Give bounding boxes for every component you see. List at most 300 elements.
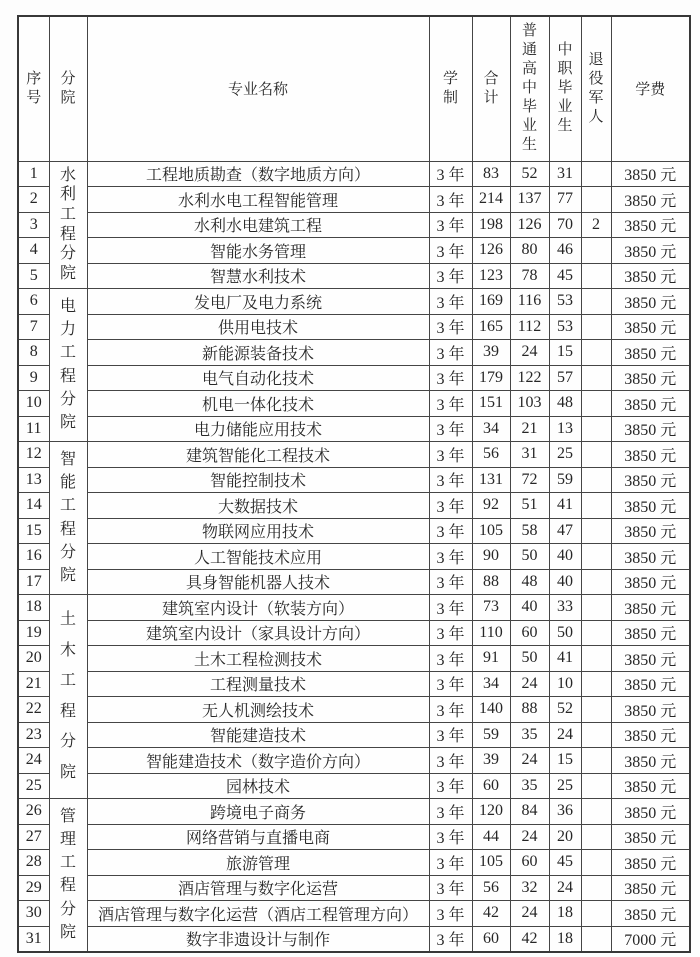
table-row <box>18 901 690 927</box>
cell-veteran <box>581 518 611 544</box>
cell-regular-hs: 58 <box>510 518 549 544</box>
cell-veteran <box>581 875 611 901</box>
cell-regular-hs: 21 <box>510 416 549 442</box>
cell-fee: 3850 元 <box>611 824 690 850</box>
cell-fee: 3850 元 <box>611 773 690 799</box>
table-row <box>18 161 690 187</box>
cell-duration: 3 年 <box>429 238 472 264</box>
cell-voc-grad: 53 <box>549 289 581 315</box>
table-row <box>18 544 690 570</box>
table-row <box>18 748 690 774</box>
group-cell <box>49 161 87 289</box>
cell-total: 120 <box>472 799 510 825</box>
cell-duration: 3 年 <box>429 467 472 493</box>
cell-regular-hs: 42 <box>510 926 549 952</box>
table-row <box>18 340 690 366</box>
col-header-group <box>49 16 87 161</box>
cell-voc-grad: 45 <box>549 850 581 876</box>
cell-veteran <box>581 314 611 340</box>
cell-veteran <box>581 773 611 799</box>
cell-regular-hs: 24 <box>510 824 549 850</box>
cell-duration: 3 年 <box>429 671 472 697</box>
cell-fee: 3850 元 <box>611 850 690 876</box>
cell-duration: 3 年 <box>429 212 472 238</box>
cell-regular-hs: 137 <box>510 187 549 213</box>
cell-veteran <box>581 263 611 289</box>
col-header-voc_grad <box>549 16 581 161</box>
group-cell <box>49 289 87 442</box>
cell-regular-hs: 35 <box>510 722 549 748</box>
col-header-total <box>472 16 510 161</box>
cell-major: 水利水电工程智能管理 <box>87 187 429 213</box>
cell-voc-grad: 15 <box>549 748 581 774</box>
cell-total: 42 <box>472 901 510 927</box>
cell-major: 机电一体化技术 <box>87 391 429 417</box>
cell-major: 物联网应用技术 <box>87 518 429 544</box>
cell-veteran <box>581 850 611 876</box>
table-row <box>18 263 690 289</box>
cell-regular-hs: 112 <box>510 314 549 340</box>
table-row <box>18 569 690 595</box>
vertical-char: 生 <box>521 137 537 154</box>
cell-major: 大数据技术 <box>87 493 429 519</box>
cell-fee: 3850 元 <box>611 697 690 723</box>
cell-duration: 3 年 <box>429 263 472 289</box>
cell-duration: 3 年 <box>429 901 472 927</box>
cell-total: 165 <box>472 314 510 340</box>
vertical-char: 工 <box>59 854 76 872</box>
cell-fee: 3850 元 <box>611 365 690 391</box>
cell-fee: 3850 元 <box>611 314 690 340</box>
cell-duration: 3 年 <box>429 493 472 519</box>
vertical-char: 院 <box>59 414 76 432</box>
cell-voc-grad: 33 <box>549 595 581 621</box>
table-row <box>18 391 690 417</box>
vertical-char: 分 <box>59 245 76 263</box>
cell-serial: 11 <box>18 416 49 442</box>
cell-voc-grad: 45 <box>549 263 581 289</box>
vertical-char: 程 <box>59 520 76 538</box>
cell-major: 工程地质勘查（数字地质方向） <box>87 161 429 187</box>
table-row <box>18 442 690 468</box>
cell-fee: 3850 元 <box>611 595 690 621</box>
cell-serial: 3 <box>18 212 49 238</box>
cell-fee: 7000 元 <box>611 926 690 952</box>
group-cell <box>49 595 87 799</box>
cell-fee: 3850 元 <box>611 646 690 672</box>
cell-major: 电力储能应用技术 <box>87 416 429 442</box>
table-row <box>18 773 690 799</box>
table-row <box>18 314 690 340</box>
vertical-char: 制 <box>442 89 458 106</box>
table-row <box>18 467 690 493</box>
table-row <box>18 850 690 876</box>
cell-regular-hs: 51 <box>510 493 549 519</box>
cell-voc-grad: 18 <box>549 901 581 927</box>
cell-serial: 6 <box>18 289 49 315</box>
vertical-char: 号 <box>26 89 42 106</box>
cell-total: 73 <box>472 595 510 621</box>
cell-major: 新能源装备技术 <box>87 340 429 366</box>
cell-total: 91 <box>472 646 510 672</box>
cell-regular-hs: 122 <box>510 365 549 391</box>
cell-duration: 3 年 <box>429 646 472 672</box>
cell-veteran <box>581 365 611 391</box>
vertical-char: 计 <box>483 89 499 106</box>
cell-duration: 3 年 <box>429 595 472 621</box>
vertical-char: 通 <box>521 42 537 59</box>
vertical-char: 中 <box>557 42 573 59</box>
enrollment-plan-table <box>17 15 691 953</box>
cell-regular-hs: 60 <box>510 620 549 646</box>
cell-major: 建筑智能化工程技术 <box>87 442 429 468</box>
cell-regular-hs: 72 <box>510 467 549 493</box>
cell-serial: 4 <box>18 238 49 264</box>
table-row <box>18 824 690 850</box>
cell-serial: 9 <box>18 365 49 391</box>
cell-duration: 3 年 <box>429 416 472 442</box>
table-row <box>18 671 690 697</box>
cell-veteran <box>581 646 611 672</box>
cell-major: 网络营销与直播电商 <box>87 824 429 850</box>
cell-serial: 26 <box>18 799 49 825</box>
cell-major: 无人机测绘技术 <box>87 697 429 723</box>
vertical-char: 工 <box>59 672 76 690</box>
cell-voc-grad: 41 <box>549 493 581 519</box>
cell-major: 酒店管理与数字化运营（酒店工程管理方向） <box>87 901 429 927</box>
cell-serial: 20 <box>18 646 49 672</box>
vertical-char: 水 <box>59 166 76 184</box>
cell-total: 34 <box>472 416 510 442</box>
vertical-char: 程 <box>59 877 76 895</box>
table-row <box>18 926 690 952</box>
cell-voc-grad: 13 <box>549 416 581 442</box>
cell-serial: 19 <box>18 620 49 646</box>
cell-major: 电气自动化技术 <box>87 365 429 391</box>
cell-fee: 3850 元 <box>611 416 690 442</box>
cell-serial: 8 <box>18 340 49 366</box>
cell-duration: 3 年 <box>429 289 472 315</box>
cell-veteran <box>581 340 611 366</box>
cell-total: 39 <box>472 340 510 366</box>
group-cell <box>49 799 87 952</box>
cell-major: 园林技术 <box>87 773 429 799</box>
vertical-char: 程 <box>59 225 76 243</box>
vertical-char: 能 <box>59 474 76 492</box>
cell-fee: 3850 元 <box>611 671 690 697</box>
cell-serial: 28 <box>18 850 49 876</box>
cell-fee: 3850 元 <box>611 748 690 774</box>
cell-regular-hs: 50 <box>510 544 549 570</box>
vertical-char: 业 <box>521 118 537 135</box>
cell-duration: 3 年 <box>429 187 472 213</box>
cell-regular-hs: 50 <box>510 646 549 672</box>
cell-serial: 29 <box>18 875 49 901</box>
cell-fee: 3850 元 <box>611 187 690 213</box>
col-header-fee: 学费 <box>611 16 690 161</box>
cell-major: 土木工程检测技术 <box>87 646 429 672</box>
cell-total: 39 <box>472 748 510 774</box>
vertical-char: 力 <box>59 321 76 339</box>
table-row <box>18 620 690 646</box>
cell-fee: 3850 元 <box>611 493 690 519</box>
vertical-char: 工 <box>59 497 76 515</box>
cell-major: 智能建造技术 <box>87 722 429 748</box>
cell-major: 具身智能机器人技术 <box>87 569 429 595</box>
vertical-char: 序 <box>26 70 42 87</box>
vertical-char: 木 <box>59 641 76 659</box>
cell-duration: 3 年 <box>429 161 472 187</box>
cell-fee: 3850 元 <box>611 289 690 315</box>
vertical-char: 合 <box>483 70 499 87</box>
cell-major: 智能水务管理 <box>87 238 429 264</box>
cell-voc-grad: 24 <box>549 722 581 748</box>
cell-total: 198 <box>472 212 510 238</box>
cell-veteran <box>581 901 611 927</box>
vertical-char: 职 <box>557 61 573 78</box>
vertical-char: 中 <box>521 80 537 97</box>
vertical-char: 分 <box>59 543 76 561</box>
cell-major: 供用电技术 <box>87 314 429 340</box>
cell-regular-hs: 48 <box>510 569 549 595</box>
cell-veteran <box>581 722 611 748</box>
cell-major: 旅游管理 <box>87 850 429 876</box>
cell-veteran <box>581 161 611 187</box>
table-row <box>18 238 690 264</box>
cell-veteran <box>581 289 611 315</box>
cell-veteran <box>581 467 611 493</box>
cell-regular-hs: 52 <box>510 161 549 187</box>
cell-veteran <box>581 824 611 850</box>
vertical-char: 生 <box>557 118 573 135</box>
col-header-no <box>18 16 49 161</box>
cell-duration: 3 年 <box>429 544 472 570</box>
cell-serial: 1 <box>18 161 49 187</box>
vertical-char: 毕 <box>557 80 573 97</box>
cell-veteran <box>581 748 611 774</box>
cell-regular-hs: 40 <box>510 595 549 621</box>
cell-serial: 30 <box>18 901 49 927</box>
cell-voc-grad: 36 <box>549 799 581 825</box>
cell-major: 智慧水利技术 <box>87 263 429 289</box>
cell-serial: 13 <box>18 467 49 493</box>
cell-fee: 3850 元 <box>611 442 690 468</box>
table-row <box>18 646 690 672</box>
cell-total: 44 <box>472 824 510 850</box>
cell-veteran <box>581 595 611 621</box>
group-label <box>52 445 85 592</box>
cell-regular-hs: 24 <box>510 671 549 697</box>
cell-serial: 7 <box>18 314 49 340</box>
cell-regular-hs: 88 <box>510 697 549 723</box>
cell-regular-hs: 103 <box>510 391 549 417</box>
vertical-char: 智 <box>59 450 76 468</box>
cell-total: 34 <box>472 671 510 697</box>
cell-duration: 3 年 <box>429 799 472 825</box>
table-row <box>18 518 690 544</box>
col-header-major: 专业名称 <box>87 16 429 161</box>
cell-duration: 3 年 <box>429 773 472 799</box>
cell-veteran <box>581 569 611 595</box>
cell-serial: 12 <box>18 442 49 468</box>
group-label <box>52 801 85 948</box>
cell-serial: 17 <box>18 569 49 595</box>
cell-serial: 31 <box>18 926 49 952</box>
cell-duration: 3 年 <box>429 850 472 876</box>
vertical-char: 分 <box>59 733 76 751</box>
table-row <box>18 697 690 723</box>
cell-fee: 3850 元 <box>611 161 690 187</box>
cell-duration: 3 年 <box>429 875 472 901</box>
cell-major: 建筑室内设计（软装方向） <box>87 595 429 621</box>
vertical-char: 毕 <box>521 99 537 116</box>
cell-regular-hs: 126 <box>510 212 549 238</box>
cell-regular-hs: 60 <box>510 850 549 876</box>
vertical-char: 役 <box>588 70 604 87</box>
cell-duration: 3 年 <box>429 722 472 748</box>
cell-veteran <box>581 799 611 825</box>
cell-serial: 14 <box>18 493 49 519</box>
group-label <box>52 164 85 286</box>
col-header-veteran <box>581 16 611 161</box>
cell-fee: 3850 元 <box>611 467 690 493</box>
cell-voc-grad: 41 <box>549 646 581 672</box>
cell-serial: 22 <box>18 697 49 723</box>
cell-fee: 3850 元 <box>611 391 690 417</box>
cell-voc-grad: 59 <box>549 467 581 493</box>
cell-major: 建筑室内设计（家具设计方向） <box>87 620 429 646</box>
vertical-char: 程 <box>59 702 76 720</box>
table-row <box>18 799 690 825</box>
cell-total: 90 <box>472 544 510 570</box>
cell-fee: 3850 元 <box>611 212 690 238</box>
cell-total: 92 <box>472 493 510 519</box>
cell-total: 214 <box>472 187 510 213</box>
cell-major: 智能控制技术 <box>87 467 429 493</box>
cell-serial: 25 <box>18 773 49 799</box>
cell-duration: 3 年 <box>429 569 472 595</box>
cell-duration: 3 年 <box>429 365 472 391</box>
vertical-char: 普 <box>521 23 537 40</box>
cell-serial: 27 <box>18 824 49 850</box>
group-label <box>52 598 85 796</box>
cell-serial: 2 <box>18 187 49 213</box>
cell-major: 人工智能技术应用 <box>87 544 429 570</box>
cell-total: 131 <box>472 467 510 493</box>
vertical-char: 院 <box>59 567 76 585</box>
cell-fee: 3850 元 <box>611 620 690 646</box>
cell-duration: 3 年 <box>429 748 472 774</box>
cell-regular-hs: 31 <box>510 442 549 468</box>
group-cell <box>49 442 87 595</box>
cell-serial: 23 <box>18 722 49 748</box>
cell-total: 88 <box>472 569 510 595</box>
cell-voc-grad: 47 <box>549 518 581 544</box>
cell-total: 123 <box>472 263 510 289</box>
cell-voc-grad: 31 <box>549 161 581 187</box>
cell-duration: 3 年 <box>429 442 472 468</box>
cell-total: 83 <box>472 161 510 187</box>
cell-total: 105 <box>472 850 510 876</box>
cell-duration: 3 年 <box>429 824 472 850</box>
table-header <box>18 16 690 161</box>
cell-total: 59 <box>472 722 510 748</box>
cell-voc-grad: 40 <box>549 569 581 595</box>
cell-veteran: 2 <box>581 212 611 238</box>
vertical-char: 分 <box>59 390 76 408</box>
cell-total: 140 <box>472 697 510 723</box>
cell-fee: 3850 元 <box>611 238 690 264</box>
cell-voc-grad: 18 <box>549 926 581 952</box>
vertical-char: 退 <box>588 51 604 68</box>
vertical-char: 业 <box>557 99 573 116</box>
cell-voc-grad: 57 <box>549 365 581 391</box>
vertical-char: 利 <box>59 186 76 204</box>
cell-fee: 3850 元 <box>611 799 690 825</box>
vertical-char: 电 <box>59 297 76 315</box>
col-header-regular_hs <box>510 16 549 161</box>
table-row <box>18 722 690 748</box>
cell-duration: 3 年 <box>429 926 472 952</box>
cell-serial: 21 <box>18 671 49 697</box>
cell-regular-hs: 24 <box>510 901 549 927</box>
cell-duration: 3 年 <box>429 314 472 340</box>
cell-major: 酒店管理与数字化运营 <box>87 875 429 901</box>
table-row <box>18 595 690 621</box>
cell-veteran <box>581 493 611 519</box>
vertical-char: 院 <box>59 923 76 941</box>
vertical-char: 管 <box>59 807 76 825</box>
cell-duration: 3 年 <box>429 518 472 544</box>
vertical-char: 人 <box>588 108 604 125</box>
table-row <box>18 212 690 238</box>
cell-voc-grad: 25 <box>549 773 581 799</box>
vertical-char: 理 <box>59 830 76 848</box>
cell-total: 56 <box>472 442 510 468</box>
cell-regular-hs: 80 <box>510 238 549 264</box>
cell-fee: 3850 元 <box>611 722 690 748</box>
vertical-char: 分 <box>60 70 76 87</box>
cell-veteran <box>581 442 611 468</box>
cell-voc-grad: 40 <box>549 544 581 570</box>
vertical-char: 军 <box>588 89 604 106</box>
cell-regular-hs: 116 <box>510 289 549 315</box>
cell-serial: 10 <box>18 391 49 417</box>
cell-total: 169 <box>472 289 510 315</box>
cell-veteran <box>581 620 611 646</box>
cell-regular-hs: 84 <box>510 799 549 825</box>
cell-major: 水利水电建筑工程 <box>87 212 429 238</box>
vertical-char: 工 <box>59 205 76 223</box>
cell-total: 126 <box>472 238 510 264</box>
cell-duration: 3 年 <box>429 620 472 646</box>
cell-major: 发电厂及电力系统 <box>87 289 429 315</box>
cell-voc-grad: 50 <box>549 620 581 646</box>
cell-serial: 24 <box>18 748 49 774</box>
vertical-char: 高 <box>521 61 537 78</box>
cell-major: 工程测量技术 <box>87 671 429 697</box>
cell-duration: 3 年 <box>429 340 472 366</box>
cell-major: 数字非遗设计与制作 <box>87 926 429 952</box>
cell-fee: 3850 元 <box>611 875 690 901</box>
cell-regular-hs: 24 <box>510 748 549 774</box>
cell-veteran <box>581 187 611 213</box>
cell-veteran <box>581 697 611 723</box>
table-body <box>18 161 690 952</box>
vertical-char: 院 <box>60 89 76 106</box>
cell-voc-grad: 15 <box>549 340 581 366</box>
vertical-char: 工 <box>59 344 76 362</box>
